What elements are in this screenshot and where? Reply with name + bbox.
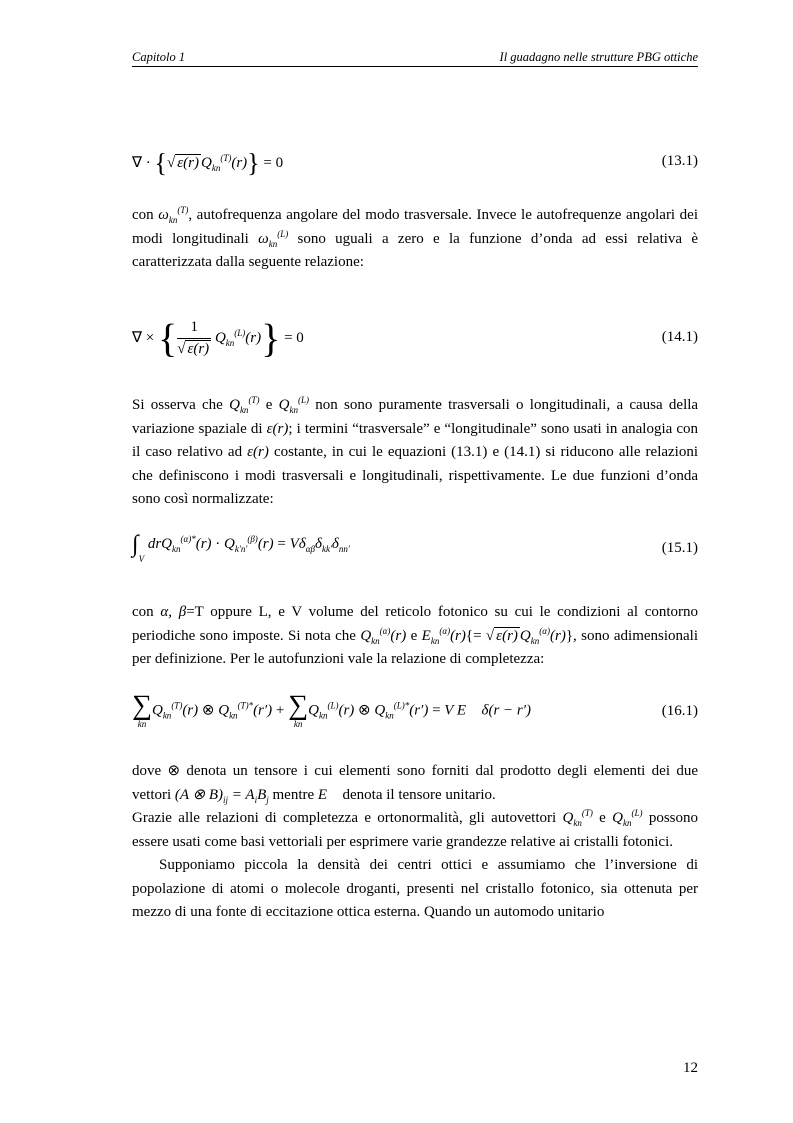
equation-14-1-number: (14.1) bbox=[661, 329, 698, 345]
equation-15-1-number: (15.1) bbox=[661, 540, 698, 556]
equation-16-1 bbox=[132, 690, 698, 735]
equation-15-1-expression: $\int_V$ $drQ_{kn}^{(\alpha)*}(r) \cdot Q_{k'n'}^{(\beta)}(r) = V\delta_{\alpha\beta}\delta_{kk'}\delta_{nn'}$ bbox=[132, 531, 350, 564]
paragraph-2: Si osserva che $Q_{kn}^{(T)}$ e $Q_{kn}^{(L)}$ non sono puramente trasversali o longitudinali, a causa della variazione spaziale di ε(r); i termini “trasversale” e “longitudinale” sono usati in analogia con il caso relativo ad ε(r) costante, in cui le equazioni (13.1) e (14.1) si riducono alle relazioni che definiscono i modi trasversali e longitudinali, rispettivamente. Le due funzioni d’onda sono così normalizzate: bbox=[132, 395, 699, 507]
paragraph-4: dove ⊗ denota un tensore i cui elementi sono forniti dal prodotto degli elementi dei due vettori (A ⊗ $B)_{ij} = A_iB_j$ mentre E⃡ denota il tensore unitario. Grazie alle relazioni di completezza e ortonormalità, gli autovettori $Q_{kn}^{(T)}$ e $Q_{kn}^{(L)}$ possono essere usati come basi vettoriali per esprimere varie grandezze relative ai cristalli fotonici. Supponiamo piccola la densità dei centri ottici e assumiamo che l’inversione di popolazione di atomi o molecole droganti, presenti nel cristallo fotonico, sia ottenuta per mezzo di una fonte di eccitazione ottica esterna. Quando un automodo unitario bbox=[132, 763, 699, 920]
paragraph-3: con α, β=T oppure L, e V volume del reticolo fotonico su cui le condizioni al contorno periodiche sono imposte. Si nota che $Q_{kn}^{(\alpha)}(r)$ e $E_{kn}^{(\alpha)}(r)\{=$ √ ε(r) $Q_{kn}^{(\alpha)}(r)$}, sono adimensionali per definizione. Per le autofunzioni vale la relazione di completezza: bbox=[132, 604, 699, 667]
equation-16-1-expression: ∑ kn $Q_{kn}^{(T)}(r)$ ⊗ $Q_{kn}^{(T)*}(r')$ + ∑ kn $Q_{kn}^{(L)}(r)$ ⊗ $Q_{kn}^{(L)*}(r') = V$ E⃡ δ(r − r′) bbox=[132, 690, 532, 729]
page-header bbox=[132, 48, 698, 67]
paragraph-1: con $\omega_{kn}^{(T)}$, autofrequenza angolare del modo trasversale. Invece le autofrequenze angolari dei modi longitudinali $\omega_{kn}^{(L)}$ sono uguali a zero e la funzione d’onda ad essi relativa è caratterizzata dalla seguente relazione: bbox=[132, 205, 699, 270]
page-number: 12 bbox=[683, 1060, 698, 1076]
equation-14-1 bbox=[132, 315, 698, 365]
equation-13-1-expression: ∇ · {√ ε(r) $Q_{kn}^{(T)}(r)\} = 0$ bbox=[132, 148, 284, 178]
equation-13-1-number: (13.1) bbox=[661, 153, 698, 169]
chapter-label: Capitolo 1 bbox=[132, 50, 186, 64]
section-title: Il guadagno nelle strutture PBG ottiche bbox=[499, 50, 698, 64]
equation-16-1-number: (16.1) bbox=[661, 703, 698, 719]
equation-14-1-expression: ∇ × { $\frac{1}{√ \varepsilon(r)}$ $Q_{kn}^{(L)}(r)\} = 0$ bbox=[132, 315, 304, 361]
equation-13-1 bbox=[132, 148, 698, 178]
equation-15-1 bbox=[132, 531, 698, 572]
